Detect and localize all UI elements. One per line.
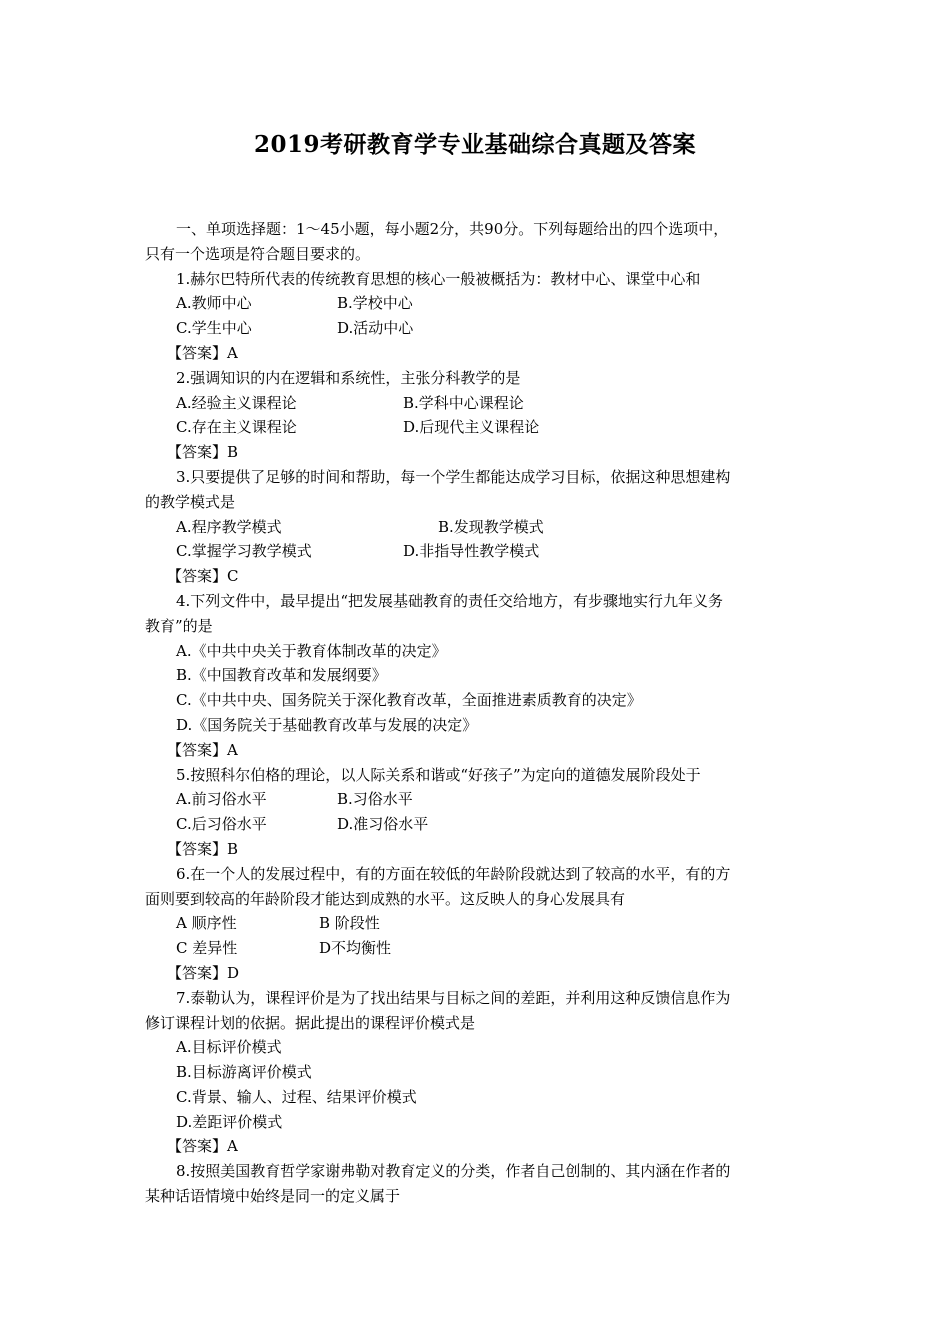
option-b: B.目标游离评价模式 [176, 1063, 312, 1082]
option-a: A.《中共中央关于教育体制改革的决定》 [176, 641, 447, 660]
option-b: B.学科中心课程论 [403, 393, 524, 412]
option-c: C.学生中心 [176, 319, 252, 338]
option-row [145, 391, 805, 416]
option-d: D.《国务院关于基础教育改革与发展的决定》 [176, 715, 478, 734]
question-stem: 1.赫尔巴特所代表的传统教育思想的核心一般被概括为：教材中心、课堂中心和 [176, 269, 701, 288]
option-a: A.程序教学模式 [176, 517, 282, 536]
question-stem-cont: 某种话语情境中始终是同一的定义属于 [145, 1187, 401, 1206]
option-c: C.存在主义课程论 [176, 418, 297, 437]
answer: 【答案】B [167, 839, 239, 858]
question-stem: 2.强调知识的内在逻辑和系统性，主张分科教学的是 [176, 368, 521, 387]
answer: 【答案】A [167, 343, 238, 362]
option-a: A.教师中心 [176, 294, 252, 313]
question-stem-cont: 修订课程计划的依据。据此提出的课程评价模式是 [145, 1013, 476, 1032]
answer: 【答案】B [167, 443, 239, 462]
option-row [145, 316, 805, 341]
option-c: C.后习俗水平 [176, 815, 267, 834]
option-row [145, 515, 805, 540]
question-stem: 6.在一个人的发展过程中，有的方面在较低的年龄阶段就达到了较高的水平，有的方 [176, 864, 731, 883]
option-d: D.准习俗水平 [337, 815, 429, 834]
option-b: B 阶段性 [319, 914, 380, 933]
section-intro-cont: 只有一个选项是符合题目要求的。 [145, 244, 371, 263]
option-d: D.活动中心 [337, 319, 414, 338]
option-d: D不均衡性 [319, 939, 392, 958]
document-body [145, 217, 805, 1209]
option-a: A 顺序性 [176, 914, 237, 933]
option-b: B.发现教学模式 [438, 517, 544, 536]
option-d: D.差距评价模式 [176, 1112, 283, 1131]
answer: 【答案】A [167, 1137, 238, 1156]
option-d: D.后现代主义课程论 [403, 418, 540, 437]
section-intro: 一、单项选择题：1～45小题，每小题2分，共90分。下列每题给出的四个选项中， [176, 220, 729, 238]
question-stem-cont: 教育”的是 [145, 616, 213, 635]
option-row [145, 291, 805, 316]
option-b: B.习俗水平 [337, 790, 413, 809]
option-a: A.前习俗水平 [176, 790, 267, 809]
question-stem-cont: 的教学模式是 [145, 492, 236, 511]
question-stem-cont: 面则要到较高的年龄阶段才能达到成熟的水平。这反映人的身心发展具有 [145, 889, 626, 908]
option-row [145, 812, 805, 837]
option-row [145, 911, 805, 936]
answer: 【答案】D [167, 963, 240, 982]
option-c: C.背景、输人、过程、结果评价模式 [176, 1087, 417, 1106]
question-stem: 4.下列文件中，最早提出“把发展基础教育的责任交给地方，有步骤地实行九年义务 [176, 591, 723, 610]
option-row [145, 539, 805, 564]
option-b: B.《中国教育改革和发展纲要》 [176, 666, 387, 685]
option-a: A.目标评价模式 [176, 1038, 282, 1057]
option-c: C.掌握学习教学模式 [176, 542, 312, 561]
answer: 【答案】A [167, 740, 238, 759]
question-stem: 7.泰勒认为，课程评价是为了找出结果与目标之间的差距，并利用这种反馈信息作为 [176, 988, 731, 1007]
option-b: B.学校中心 [337, 294, 413, 313]
option-row [145, 415, 805, 440]
answer: 【答案】C [167, 567, 239, 586]
option-c: C.《中共中央、国务院关于深化教育改革，全面推进素质教育的决定》 [176, 691, 642, 710]
question-stem: 3.只要提供了足够的时间和帮助，每一个学生都能达成学习目标，依据这种思想建构 [176, 467, 731, 486]
option-d: D.非指导性教学模式 [403, 542, 540, 561]
option-row [145, 787, 805, 812]
question-stem: 8.按照美国教育哲学家谢弗勒对教育定义的分类，作者自己创制的、其内涵在作者的 [176, 1162, 731, 1181]
option-c: C 差异性 [176, 939, 238, 958]
question-stem: 5.按照科尔伯格的理论，以人际关系和谐或“好孩子”为定向的道德发展阶段处于 [176, 765, 701, 784]
option-a: A.经验主义课程论 [176, 393, 297, 412]
page-title: 2019考研教育学专业基础综合真题及答案 [253, 131, 696, 158]
option-row [145, 936, 805, 961]
